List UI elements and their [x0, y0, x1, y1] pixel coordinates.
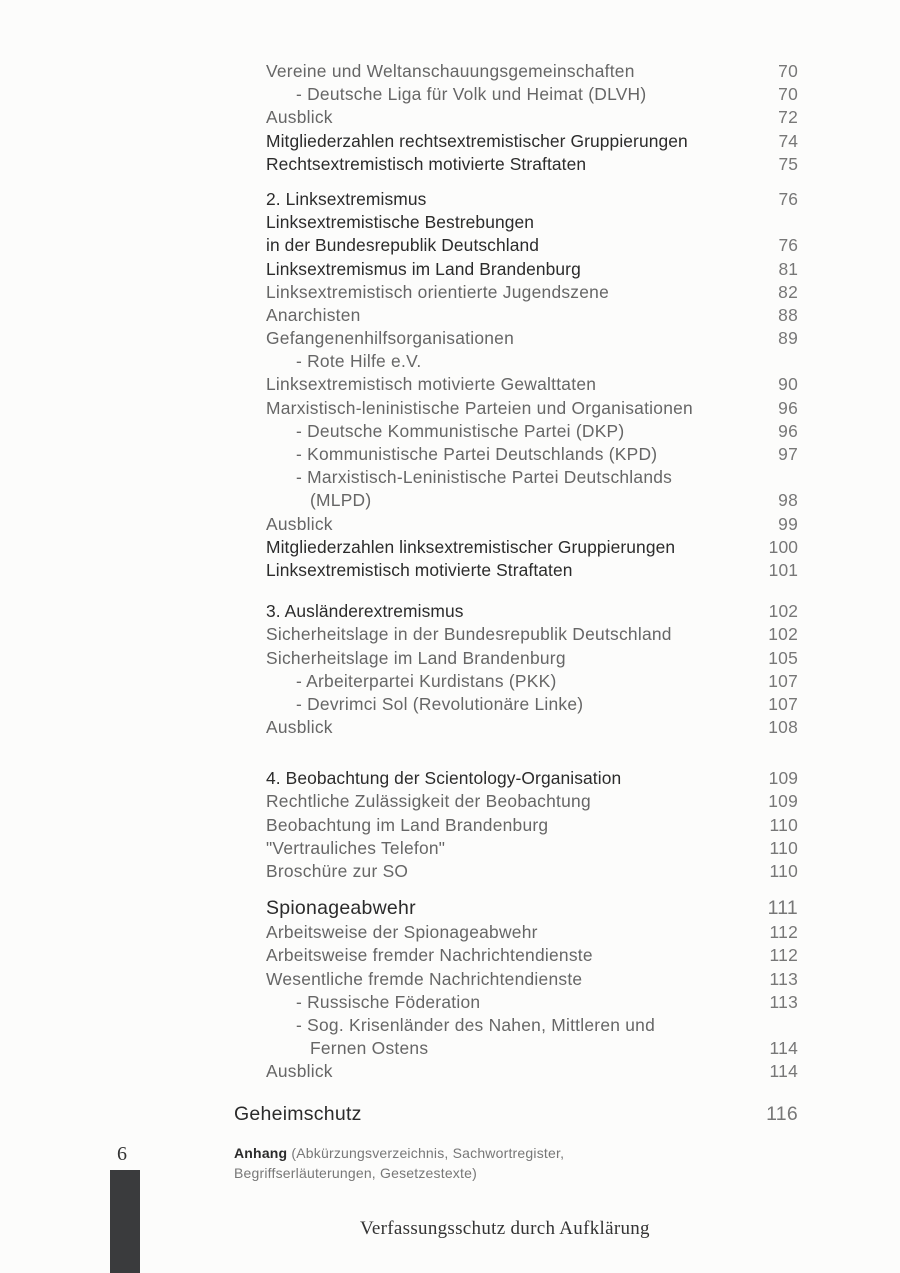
spacer [266, 883, 798, 895]
toc-entry-label: - Arbeiterpartei Kurdistans (PKK) [296, 670, 557, 691]
toc-entry-page: 110 [769, 814, 798, 835]
toc-entry[interactable] [266, 991, 798, 1014]
toc-entry[interactable] [266, 790, 798, 813]
toc-entry[interactable] [266, 188, 798, 211]
anhang-details-line2: Begriffserläuterungen, Gesetzestexte) [234, 1165, 477, 1181]
toc-entry-label: Linksextremismus im Land Brandenburg [266, 258, 581, 279]
toc-entry-page: 97 [778, 444, 798, 464]
toc-entry-page: 108 [768, 717, 798, 738]
toc-entry-page: 110 [769, 861, 798, 881]
toc-entry-label: - Kommunistische Partei Deutschlands (KPD) [296, 444, 658, 464]
footer-title: Verfassungsschutz durch Aufklärung [360, 1218, 650, 1239]
toc-entry-label: Arbeitsweise fremder Nachrichtendienste [266, 945, 593, 966]
toc-entry-page: 70 [778, 61, 798, 81]
toc-entry-page: 113 [769, 968, 798, 989]
toc-entry-geheimschutz[interactable] [234, 1101, 798, 1127]
toc-entry-label: in der Bundesrepublik Deutschland [266, 235, 540, 256]
toc-entry[interactable] [266, 327, 798, 350]
toc-entry-page: 70 [778, 84, 798, 105]
toc-entry-label: Linksextremistisch orientierte Jugendszene [266, 281, 610, 302]
toc-block-rechtsextremismus-end [266, 60, 798, 176]
toc-entry-page: 81 [778, 258, 798, 279]
toc-entry[interactable] [266, 350, 798, 373]
toc-entry-label: Sicherheitslage im Land Brandenburg [266, 647, 566, 668]
toc-entry[interactable] [266, 83, 798, 106]
toc-entry[interactable] [266, 466, 798, 489]
toc-entry-page: 89 [778, 328, 798, 349]
toc-entry-page: 99 [778, 513, 798, 534]
toc-entry-page: 75 [778, 153, 798, 174]
spacer [266, 582, 798, 600]
toc-entry-label: - Russische Föderation [296, 991, 481, 1012]
spacer [266, 176, 798, 188]
toc-block-scientology [266, 767, 798, 883]
toc-entry[interactable] [266, 130, 798, 153]
toc-entry-label: Spionageabwehr [266, 897, 416, 920]
anhang-details-line1: (Abkürzungsverzeichnis, Sachwortregister, [287, 1145, 565, 1161]
toc-entry-label: (MLPD) [310, 490, 372, 511]
toc-entry-label: Mitgliederzahlen linksextremistischer Gruppierungen [266, 536, 676, 557]
toc-entry[interactable] [266, 559, 798, 582]
toc-entry-label: 2. Linksextremismus [266, 188, 427, 209]
toc-entry[interactable] [266, 258, 798, 281]
toc-entry-page: 110 [769, 837, 798, 858]
toc-entry-label: Broschüre zur SO [266, 861, 409, 881]
toc-entry[interactable] [266, 600, 798, 623]
toc-entry[interactable] [266, 921, 798, 944]
toc-entry-label: Wesentliche fremde Nachrichtendienste [266, 968, 583, 989]
toc-entry[interactable] [266, 895, 798, 921]
toc-entry-label: Linksextremistisch motivierte Straftaten [266, 559, 573, 580]
toc-entry-label: Rechtliche Zulässigkeit der Beobachtung [266, 791, 591, 812]
toc-entry[interactable] [266, 513, 798, 536]
toc-entry[interactable] [266, 944, 798, 967]
toc-entry[interactable] [266, 281, 798, 304]
toc-entry-page: 88 [778, 304, 798, 325]
toc-entry-page: 100 [768, 536, 798, 557]
toc-entry-label: Ausblick [266, 107, 333, 128]
spacer [266, 739, 798, 767]
toc-entry-label: Geheimschutz [234, 1103, 362, 1125]
toc-entry-page: 113 [769, 991, 798, 1012]
toc-entry[interactable] [266, 211, 798, 234]
toc-entry-page: 96 [778, 420, 798, 441]
toc-entry[interactable] [266, 443, 798, 466]
toc-entry-page: 90 [778, 374, 798, 395]
toc-entry-label: Linksextremistische Bestrebungen [266, 212, 535, 233]
toc-entry-page: 116 [766, 1103, 798, 1125]
toc-entry-page: 105 [768, 647, 798, 668]
toc-entry-label: - Sog. Krisenländer des Nahen, Mittleren und [296, 1014, 656, 1035]
toc-entry[interactable] [266, 489, 798, 512]
toc-entry[interactable] [266, 860, 798, 883]
toc-block-spionageabwehr [266, 895, 798, 1083]
toc-entry-label: Beobachtung im Land Brandenburg [266, 814, 549, 835]
toc-entry-page: 109 [768, 768, 798, 789]
toc-entry[interactable] [266, 968, 798, 991]
toc-entry[interactable] [266, 670, 798, 693]
toc-entry-label: - Devrimci Sol (Revolutionäre Linke) [296, 693, 584, 714]
margin-tab-bar [110, 1170, 140, 1273]
toc-entry[interactable] [266, 420, 798, 443]
toc-entry-page: 109 [768, 791, 798, 812]
toc-entry-label: - Deutsche Kommunistische Partei (DKP) [296, 420, 625, 441]
toc-entry[interactable] [266, 623, 798, 646]
toc-entry-label: Vereine und Weltanschauungsgemeinschaften [266, 61, 635, 81]
toc-entry-page: 76 [778, 235, 798, 256]
toc-entry-label: Anarchisten [266, 304, 361, 325]
toc-entry-page: 72 [778, 107, 798, 128]
toc-entry-label: 4. Beobachtung der Scientology-Organisation [266, 768, 622, 789]
toc-entry-page: 112 [769, 922, 798, 943]
toc-entry-label: Ausblick [266, 1061, 333, 1082]
toc-entry-page: 98 [778, 490, 798, 511]
toc-entry[interactable] [266, 814, 798, 837]
toc-entry-page: 101 [768, 559, 798, 580]
table-of-contents [266, 60, 798, 1084]
toc-entry-label: Gefangenenhilfsorganisationen [266, 328, 515, 349]
toc-entry-label: Ausblick [266, 717, 333, 738]
toc-entry-label: - Marxistisch-Leninistische Partei Deutschlands [296, 467, 673, 488]
toc-entry-label: Ausblick [266, 513, 333, 534]
toc-entry-anhang[interactable] [234, 1143, 754, 1183]
toc-entry[interactable] [266, 1014, 798, 1037]
toc-entry-label: "Vertrauliches Telefon" [266, 837, 446, 858]
toc-entry-label: Fernen Ostens [310, 1038, 429, 1059]
toc-entry-label: Rechtsextremistisch motivierte Straftaten [266, 153, 587, 174]
toc-entry-page: 102 [768, 601, 798, 622]
toc-entry-page: 114 [769, 1038, 798, 1059]
toc-entry[interactable] [266, 304, 798, 327]
toc-entry[interactable] [266, 837, 798, 860]
toc-block-linksextremismus [266, 188, 798, 582]
toc-entry-page: 74 [778, 130, 798, 151]
toc-entry-label: Arbeitsweise der Spionageabwehr [266, 922, 538, 943]
toc-entry-label: Mitgliederzahlen rechtsextremistischer Gruppierungen [266, 130, 688, 151]
toc-entry[interactable] [266, 234, 798, 257]
toc-entry-label: - Deutsche Liga für Volk und Heimat (DLVH) [296, 84, 647, 105]
toc-entry-page: 107 [768, 670, 798, 691]
toc-block-auslaenderextremismus [266, 600, 798, 739]
toc-entry-page: 112 [769, 945, 798, 966]
toc-entry-page: 96 [778, 397, 798, 418]
toc-entry[interactable] [266, 153, 798, 176]
toc-entry-page: 82 [778, 281, 798, 302]
toc-entry[interactable] [266, 373, 798, 396]
toc-entry[interactable] [266, 1037, 798, 1060]
toc-entry[interactable] [266, 716, 798, 739]
toc-entry-page: 107 [768, 693, 798, 714]
toc-entry-page: 102 [768, 624, 798, 645]
anhang-title: Anhang [234, 1145, 288, 1161]
toc-entry[interactable] [266, 106, 798, 129]
toc-entry-page: 76 [778, 188, 798, 209]
toc-entry-page: 114 [769, 1061, 798, 1082]
toc-entry[interactable] [266, 397, 798, 420]
toc-entry[interactable] [266, 767, 798, 790]
page-number: 6 [117, 1143, 127, 1165]
toc-entry[interactable] [266, 60, 798, 83]
toc-entry-label: Marxistisch-leninistische Parteien und Organisationen [266, 397, 693, 418]
toc-entry[interactable] [266, 1060, 798, 1083]
toc-entry[interactable] [266, 647, 798, 670]
toc-entry-page: 111 [767, 897, 798, 920]
toc-entry-label: 3. Ausländerextremismus [266, 601, 464, 622]
toc-entry-label: - Rote Hilfe e.V. [296, 351, 422, 372]
toc-entry[interactable] [266, 536, 798, 559]
toc-entry-label: Sicherheitslage in der Bundesrepublik Deutschland [266, 624, 672, 645]
toc-entry[interactable] [266, 693, 798, 716]
toc-entry-label: Linksextremistisch motivierte Gewalttaten [266, 374, 597, 395]
